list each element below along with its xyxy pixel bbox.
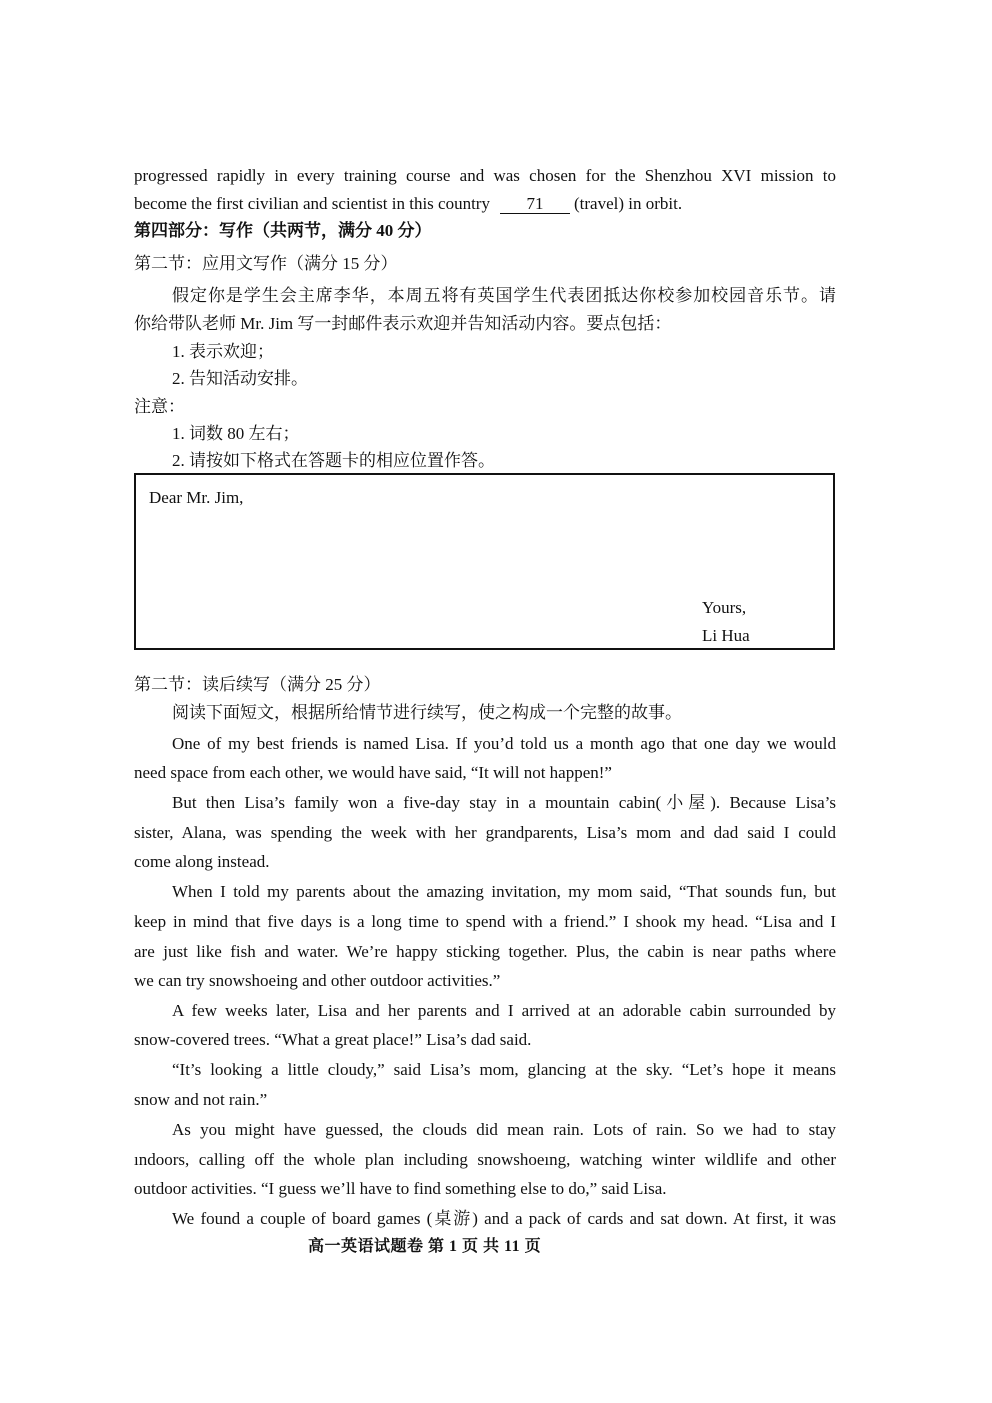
passage-text: become the first civilian and scientist in this country: [134, 194, 490, 213]
key-point: 2. 告知活动安排。: [172, 369, 308, 388]
letter-signature: Li Hua: [702, 626, 750, 645]
letter-greeting: Dear Mr. Jim,: [149, 488, 244, 507]
story-line: we can try snowshoeing and other outdoor activities.”: [134, 971, 501, 990]
notes-label: 注意：: [134, 397, 185, 416]
answer-blank: 71: [500, 195, 570, 214]
note-item: 2. 请按如下格式在答题卡的相应位置作答。: [172, 451, 495, 470]
story-line: are just like fish and water. We’re happy sticking together. Plus, the cabin is near paths where: [134, 942, 836, 961]
story-line: need space from each other, we would have said, “It will not happen!”: [134, 763, 612, 782]
section-heading: 第二节：应用文写作（满分 15 分）: [134, 254, 398, 273]
passage-text: (travel) in orbit.: [573, 194, 683, 213]
prompt-line: 你给带队老师 Mr. Jim 写一封邮件表示欢迎并告知活动内容。要点包括：: [134, 314, 672, 333]
key-point: 1. 表示欢迎；: [172, 342, 274, 361]
story-line: snow and not rain.”: [134, 1090, 268, 1109]
story-line: When I told my parents about the amazing invitation, my mom said, “That sounds fun, but: [172, 882, 836, 901]
story-line: ındoors, calling off the whole plan including snowshoeıng, watching winter wildlife and other: [134, 1150, 836, 1169]
section-heading: 第二节：读后续写（满分 25 分）: [134, 675, 381, 694]
story-line: But then Lisa’s family won a five-day stay in a mountain cabin(小屋). Because Lisa’s: [172, 793, 836, 812]
story-line: outdoor activities. “I guess we’ll have to find something else to do,” said Lisa.: [134, 1179, 667, 1198]
story-line: As you might have guessed, the clouds did mean rain. Lots of rain. So we had to stay: [172, 1120, 836, 1139]
story-line: snow-covered trees. “What a great place!” Lisa’s dad said.: [134, 1030, 532, 1049]
story-line: “It’s looking a little cloudy,” said Lisa’s mom, glancing at the sky. “Let’s hope it means: [172, 1060, 836, 1079]
story-line: We found a couple of board games (桌游) and a pack of cards and sat down. At first, it was: [172, 1209, 836, 1228]
page-footer: 高一英语试题卷 第 1 页 共 11 页: [308, 1238, 542, 1255]
part-heading: 第四部分：写作（共两节，满分 40 分）: [134, 221, 432, 240]
story-line: A few weeks later, Lisa and her parents and I arrived at an adorable cabin surrounded by: [172, 1001, 836, 1020]
story-line: One of my best friends is named Lisa. If you’d told us a month ago that one day we would: [172, 734, 836, 753]
letter-closing: Yours,: [702, 598, 747, 617]
story-line: keep in mind that five days is a long time to spend with a friend.” I shook my head. “Lisa and I: [134, 912, 836, 931]
section-instruction: 阅读下面短文，根据所给情节进行续写，使之构成一个完整的故事。: [172, 703, 682, 722]
story-line: come along instead.: [134, 852, 270, 871]
passage-line-with-blank: [134, 193, 682, 215]
note-item: 1. 词数 80 左右；: [172, 424, 300, 443]
passage-line: progressed rapidly in every training course and was chosen for the Shenzhou XVI mission to: [134, 166, 836, 185]
story-line: sister, Alana, was spending the week with her grandparents, Lisa’s mom and dad said I could: [134, 823, 836, 842]
prompt-line: 假定你是学生会主席李华，本周五将有英国学生代表团抵达你校参加校园音乐节。请: [172, 286, 836, 305]
